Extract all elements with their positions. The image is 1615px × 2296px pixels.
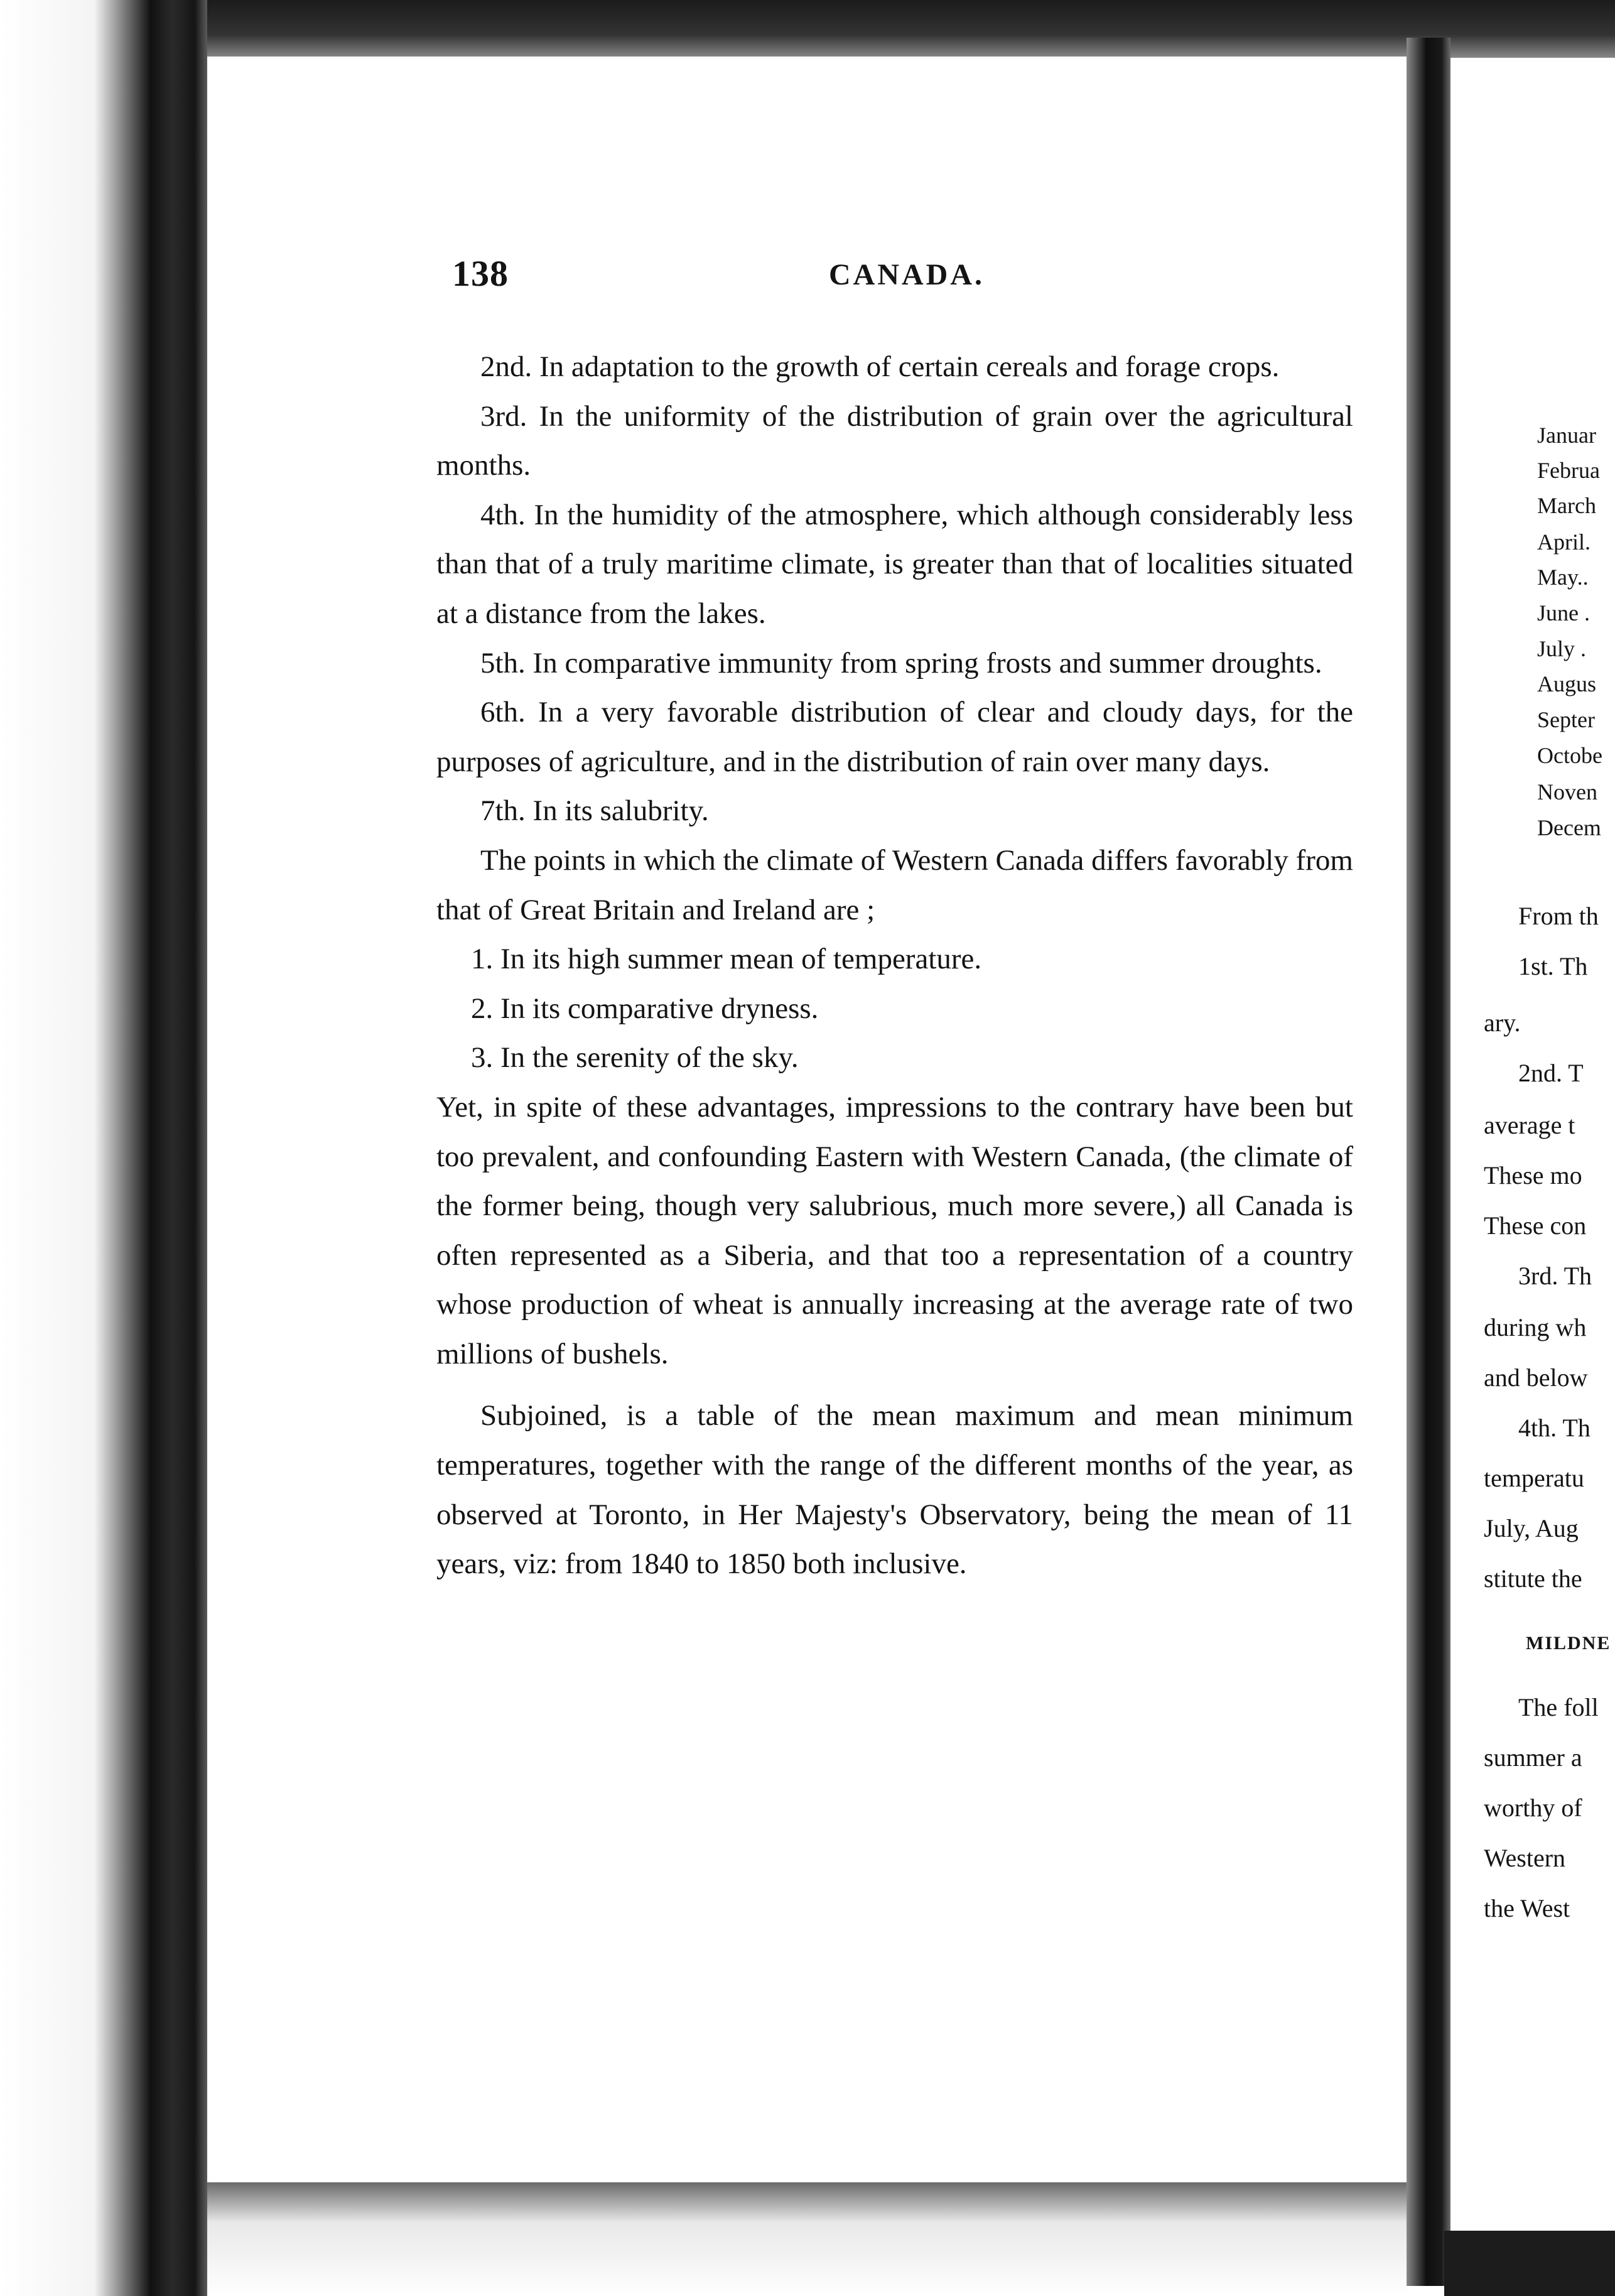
scan-corner — [1444, 2231, 1615, 2296]
page-number: 138 — [452, 253, 509, 294]
facing-line: From th — [1518, 902, 1599, 930]
facing-heading: MILDNE — [1526, 1633, 1611, 1654]
facing-month: March — [1537, 493, 1596, 518]
scan-left-edge — [0, 0, 207, 2296]
facing-line: the West — [1484, 1894, 1570, 1922]
facing-line: These con — [1484, 1211, 1587, 1240]
facing-line: ary. — [1484, 1009, 1521, 1037]
paragraph-2nd: 2nd. In adaptation to the growth of certain cereals and forage crops. — [480, 350, 1280, 383]
paragraph-6th: 6th. In a very favorable distribution of clear and cloudy days, for the purposes of agriculture, and in the distribution of rain over many days. — [436, 696, 1353, 778]
facing-month: Octobe — [1537, 743, 1602, 768]
facing-month: Decem — [1537, 815, 1601, 840]
facing-month: Januar — [1537, 423, 1596, 448]
book-gutter — [1407, 38, 1450, 2286]
scan-bottom-edge — [207, 2182, 1407, 2296]
scan-top-edge — [207, 0, 1615, 58]
paragraph-3rd: 3rd. In the uniformity of the distribution of grain over the agricultural months. — [436, 399, 1353, 482]
facing-month: May.. — [1537, 565, 1589, 590]
facing-line: 3rd. Th — [1518, 1262, 1592, 1290]
facing-line: July, Aug — [1484, 1514, 1579, 1542]
facing-line: stitute the — [1484, 1564, 1582, 1593]
facing-line: 2nd. T — [1518, 1059, 1584, 1087]
facing-month: April. — [1537, 529, 1591, 555]
facing-line: and below — [1484, 1363, 1588, 1392]
paragraph-subjoined: Subjoined, is a table of the mean maximum and mean minimum temperatures, together with the range of the different months of the year, as observed at Toronto, in Her Majesty's Observatory, being the mean of 11 years, viz: from 1840 to 1850 both inclusive. — [436, 1399, 1353, 1581]
facing-month: Noven — [1537, 779, 1597, 804]
paragraph-4th: 4th. In the humidity of the atmosphere, which although considerably less than that of a truly maritime climate, is greater than that of localities situated at a distance from the lakes. — [436, 498, 1353, 630]
facing-line: during wh — [1484, 1313, 1587, 1341]
facing-line: summer a — [1484, 1743, 1582, 1772]
list-item-2: 2. In its comparative dryness. — [471, 992, 819, 1025]
facing-line: These mo — [1484, 1161, 1582, 1189]
facing-month: Februa — [1537, 458, 1600, 483]
paragraph-points: The points in which the climate of Western Canada differs favorably from that of Great Britain and Ireland are ; — [436, 843, 1353, 926]
facing-line: Western — [1484, 1844, 1566, 1872]
facing-month: Septer — [1537, 707, 1595, 732]
facing-line: The foll — [1518, 1693, 1599, 1721]
paragraph-7th: 7th. In its salubrity. — [480, 794, 709, 828]
list-item-1: 1. In its high summer mean of temperature. — [471, 943, 982, 976]
facing-line: temperatu — [1484, 1464, 1584, 1492]
facing-line: 1st. Th — [1518, 952, 1588, 980]
facing-month: June . — [1537, 600, 1590, 625]
list-item-3: 3. In the serenity of the sky. — [471, 1041, 799, 1075]
facing-line: 4th. Th — [1518, 1414, 1591, 1442]
paragraph-yet: Yet, in spite of these advantages, impressions to the contrary have been but too prevalent, and confounding Eastern with Western Canada, (the climate of the former being, though very salubrious, much more severe,) all Canada is often represented as a Siberia, and that too a representation of a country whose production of wheat is annually increasing at the average rate of two millions of bushels. — [436, 1090, 1353, 1370]
paragraph-5th: 5th. In comparative immunity from spring frosts and summer droughts. — [480, 646, 1322, 680]
facing-line: worthy of — [1484, 1794, 1582, 1822]
running-title: CANADA. — [829, 258, 985, 291]
facing-line: average t — [1484, 1111, 1575, 1139]
page-header — [452, 252, 1363, 296]
facing-month: July . — [1537, 636, 1587, 661]
page-body — [436, 342, 1353, 1589]
facing-month: Augus — [1537, 671, 1597, 696]
